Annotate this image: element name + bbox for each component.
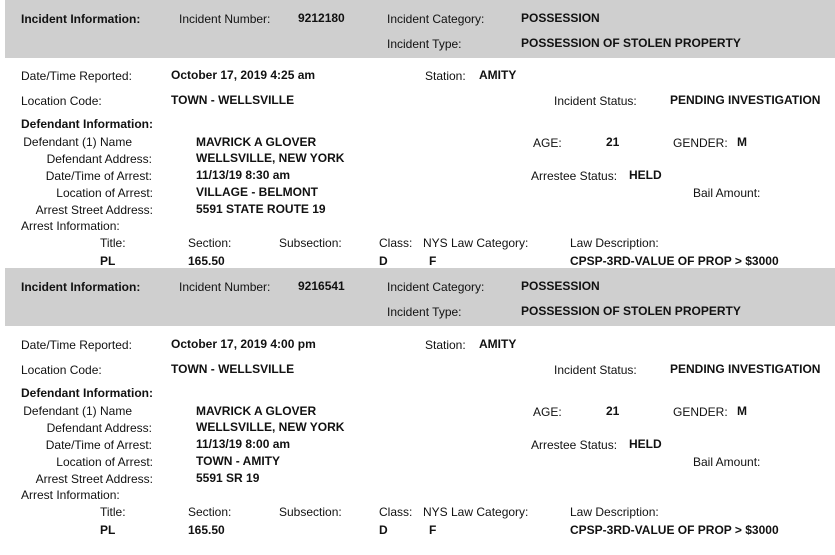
arrestee-status-label: Arrestee Status: [531,438,618,452]
incident-type-value: POSSESSION OF STOLEN PROPERTY [521,304,741,318]
defendant-name-value: MAVRICK A GLOVER [196,404,317,418]
arrest-information-label: Arrest Information: [21,219,120,233]
incident-number-value: 9212180 [298,11,345,25]
arrest-street-address-label: Arrest Street Address: [35,203,153,217]
location-code-value: TOWN - WELLSVILLE [171,93,295,107]
arrest-street-address-value: 5591 SR 19 [196,471,260,485]
date-time-arrest-label: Date/Time of Arrest: [45,169,152,183]
law-description-label: Law Description: [570,236,659,250]
incident-category-value: POSSESSION [521,11,600,25]
arrest-street-address-label: Arrest Street Address: [35,472,153,486]
nys-law-category-value: F [429,254,437,268]
incident-number-value: 9216541 [298,279,345,293]
subsection-label: Subsection: [279,236,342,250]
title-value: PL [100,523,116,537]
class-value: D [379,254,388,268]
subsection-label: Subsection: [279,505,342,519]
station-label: Station: [425,69,466,83]
age-label: AGE: [533,405,562,419]
arrestee-status-value: HELD [629,168,662,182]
law-description-value: CPSP-3RD-VALUE OF PROP > $3000 [570,254,779,268]
age-value: 21 [606,404,620,418]
title-value: PL [100,254,116,268]
date-time-arrest-label: Date/Time of Arrest: [45,438,152,452]
age-label: AGE: [533,136,562,150]
incident-status-label: Incident Status: [554,94,637,108]
law-description-label: Law Description: [570,505,659,519]
arrest-information-label: Arrest Information: [21,488,120,502]
class-label: Class: [379,236,413,250]
station-label: Station: [425,338,466,352]
location-code-label: Location Code: [21,94,102,108]
age-value: 21 [606,135,620,149]
station-value: AMITY [479,68,517,82]
defendant-name-label: Defendant (1) Name [23,404,132,418]
station-value: AMITY [479,337,517,351]
defendant-information-label: Defendant Information: [21,386,153,400]
defendant-address-label: Defendant Address: [46,421,152,435]
incident-number-label: Incident Number: [179,280,271,294]
incident-category-value: POSSESSION [521,279,600,293]
nys-law-category-value: F [429,523,437,537]
location-arrest-value: TOWN - AMITY [196,454,280,468]
date-time-arrest-value: 11/13/19 8:30 am [196,168,291,182]
incident-status-label: Incident Status: [554,363,637,377]
gender-value: M [737,135,747,149]
incident-number-label: Incident Number: [179,12,271,26]
location-code-label: Location Code: [21,363,102,377]
location-arrest-value: VILLAGE - BELMONT [196,185,318,199]
defendant-name-label: Defendant (1) Name [23,135,132,149]
bail-amount-label: Bail Amount: [693,186,761,200]
date-time-arrest-value: 11/13/19 8:00 am [196,437,291,451]
defendant-address-label: Defendant Address: [46,152,152,166]
defendant-address-value: WELLSVILLE, NEW YORK [196,151,345,165]
date-time-reported-value: October 17, 2019 4:25 am [171,68,316,82]
incident-status-value: PENDING INVESTIGATION [670,362,821,376]
location-code-value: TOWN - WELLSVILLE [171,362,295,376]
section-value: 165.50 [188,523,225,537]
nys-law-category-label: NYS Law Category: [423,236,529,250]
law-description-value: CPSP-3RD-VALUE OF PROP > $3000 [570,523,779,537]
incident-type-value: POSSESSION OF STOLEN PROPERTY [521,36,741,50]
incident-category-label: Incident Category: [387,12,485,26]
arrest-street-address-value: 5591 STATE ROUTE 19 [196,202,326,216]
incident-status-value: PENDING INVESTIGATION [670,93,821,107]
incident-category-label: Incident Category: [387,280,485,294]
location-arrest-label: Location of Arrest: [56,186,153,200]
incident-record-1 [0,0,835,268]
title-label: Title: [100,505,126,519]
gender-value: M [737,404,747,418]
nys-law-category-label: NYS Law Category: [423,505,529,519]
title-label: Title: [100,236,126,250]
gender-label: GENDER: [673,405,728,419]
bail-amount-label: Bail Amount: [693,455,761,469]
class-value: D [379,523,388,537]
gender-label: GENDER: [673,136,728,150]
arrestee-status-label: Arrestee Status: [531,169,618,183]
date-time-reported-value: October 17, 2019 4:00 pm [171,337,316,351]
arrestee-status-value: HELD [629,437,662,451]
section-label: Section: [188,505,232,519]
class-label: Class: [379,505,413,519]
defendant-address-value: WELLSVILLE, NEW YORK [196,420,345,434]
section-label: Section: [188,236,232,250]
incident-information-label: Incident Information: [21,12,141,26]
incident-type-label: Incident Type: [387,305,462,319]
date-time-reported-label: Date/Time Reported: [21,69,132,83]
incident-type-label: Incident Type: [387,37,462,51]
incident-information-label: Incident Information: [21,280,141,294]
defendant-name-value: MAVRICK A GLOVER [196,135,317,149]
section-value: 165.50 [188,254,225,268]
defendant-information-label: Defendant Information: [21,117,153,131]
location-arrest-label: Location of Arrest: [56,455,153,469]
date-time-reported-label: Date/Time Reported: [21,338,132,352]
incident-record-2 [0,268,835,536]
